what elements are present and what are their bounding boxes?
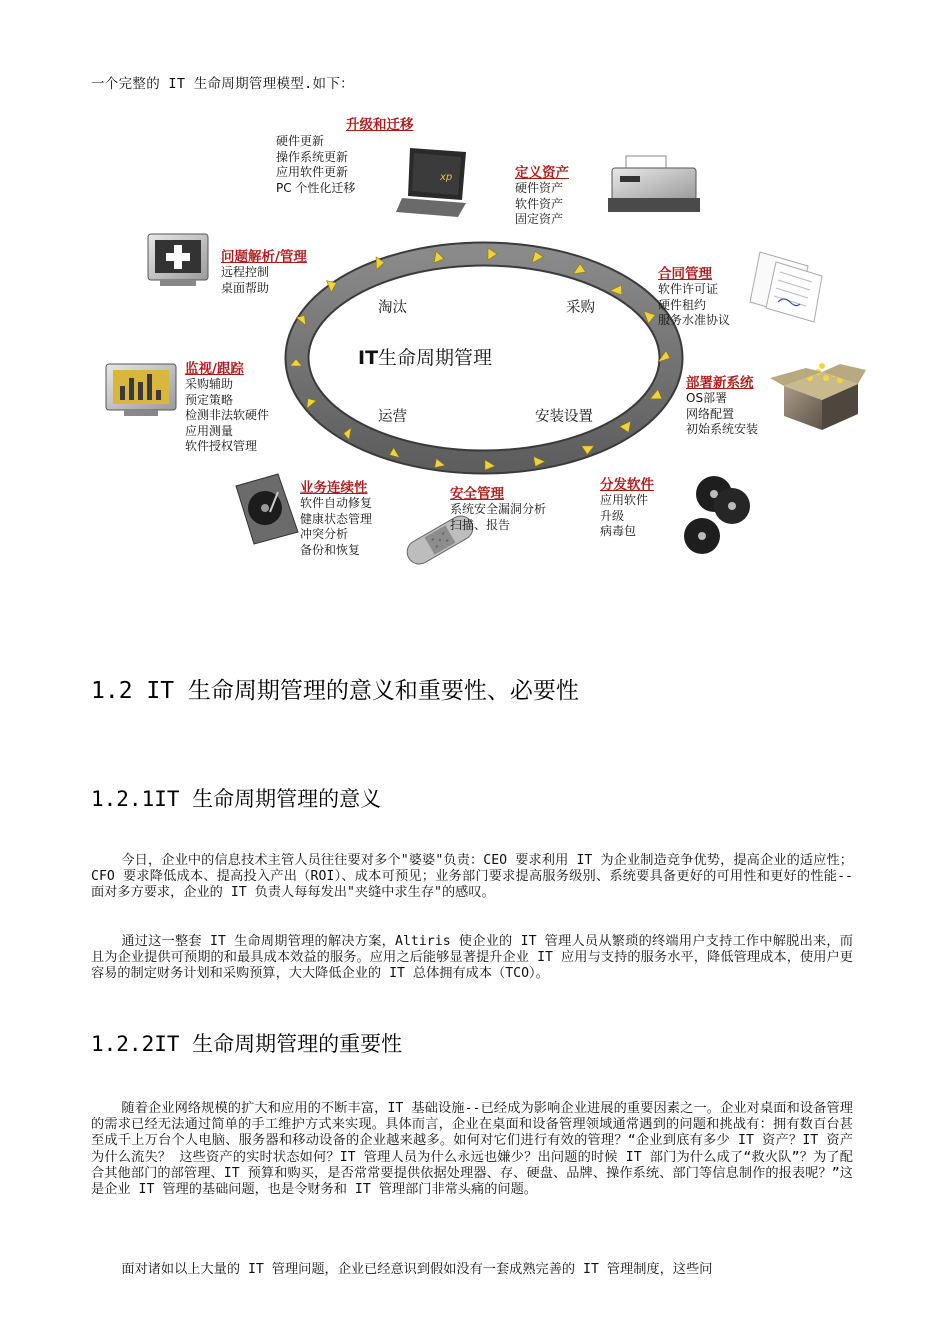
group-upgrade <box>346 117 414 133</box>
group-continuity <box>300 480 372 558</box>
group-title: 升级和迁移 <box>346 117 414 133</box>
intro-text: 一个完整的 IT 生命周期管理模型.如下： <box>91 76 354 92</box>
group-item: 硬件资产 <box>515 181 564 195</box>
center-title-prefix: IT <box>358 347 379 369</box>
group-item: 软件授权管理 <box>185 439 258 453</box>
group-item: 固定资产 <box>515 212 564 226</box>
group-item: 升级 <box>600 508 625 523</box>
group-item: 软件资产 <box>515 196 564 211</box>
paragraph-3: 随着企业网络规模的扩大和应用的不断丰富，IT 基础设施--已经成为影响企业进展的重要因素之一。企业对桌面和设备管理的需求已经无法通过简单的手工维护方式来实现。具体而言，企业在桌面和设备管理领域通常遇到的问题和挑战有：拥有数百台甚至成千上万台个人电脑、服务器和移动设备的企业越来越多。如何对它们进行有效的管理？“企业到底有多少 IT 资产？IT 资产为什么流失？ 这些资产的实时状态如何？IT 管理人员为什么永远也嫌少？出问题的时候 IT 部门为什么成了“救火队”？为了配合其他部门的部管理、IT 预算和购买，是否常常要提供依据处理器、存、硬盘、品牌、操作系统、部门等信息制作的报表呢？”这是企业 IT 管理的基础问题，也是令财务和 IT 管理部门非常头痛的问题。 <box>91 1101 853 1198</box>
monitor-help-icon <box>148 234 208 286</box>
group-item: 远程控制 <box>221 265 270 279</box>
group-item: 硬件租约 <box>658 297 707 312</box>
deploy-box-icon <box>770 363 866 430</box>
group-title: 定义资产 <box>515 165 569 181</box>
monitor-chart-icon <box>106 364 176 416</box>
group-item: 备份和恢复 <box>300 542 361 557</box>
group-item: 网络配置 <box>686 406 735 421</box>
group-item: 初始系统安装 <box>686 422 759 436</box>
group-item: 病毒包 <box>600 524 637 538</box>
group-title: 问题解析/管理 <box>221 249 307 265</box>
group-item: 扫描、报告 <box>450 517 511 532</box>
ring-label-operate: 运营 <box>378 409 407 425</box>
paragraph-1: 今日，企业中的信息技术主管人员往往要对多个"婆婆"负责：CEO 要求利用 IT 为企业制造竞争优势，提高企业的适应性；CFO 要求降低成本、提高投入产出（ROI）、成本可预见；业务部门要求提高服务级别、系统要具备更好的可用性和更好的性能--面对多方要求，企业的 IT 负责人每每发出"夹缝中求生存"的感叹。 <box>91 853 853 901</box>
diagram-graphics <box>0 0 950 640</box>
it-lifecycle-diagram <box>0 0 950 640</box>
hard-drive-icon <box>236 474 298 544</box>
group-define <box>515 165 569 228</box>
group-item: 健康状态管理 <box>300 511 373 526</box>
group-item: 软件自动修复 <box>300 496 373 510</box>
group-title: 部署新系统 <box>686 375 754 391</box>
group-item: 硬件更新 <box>276 134 325 148</box>
heading-1-2-2: 1.2.2IT 生命周期管理的重要性 <box>91 1032 403 1056</box>
ring-label-procure: 采购 <box>566 300 595 316</box>
group-deploy <box>686 375 758 438</box>
printer-icon <box>608 156 700 212</box>
group-item: 检测非法软硬件 <box>185 408 270 422</box>
ring-label-install: 安装设置 <box>535 409 593 425</box>
group-distribute <box>600 477 654 540</box>
group-item: 操作系统更新 <box>276 149 349 164</box>
group-item: 应用软件更新 <box>276 165 349 179</box>
contract-documents-icon <box>750 252 822 322</box>
heading-1-2: 1.2 IT 生命周期管理的意义和重要性、必要性 <box>91 678 579 704</box>
group-title: 安全管理 <box>450 486 504 502</box>
diagram-center-title <box>358 343 492 370</box>
group-item: 预定策略 <box>185 392 234 407</box>
group-item: 冲突分析 <box>300 527 349 541</box>
laptop-badge: xp <box>440 172 453 183</box>
group-item: 桌面帮助 <box>221 280 270 295</box>
group-title: 合同管理 <box>658 266 712 282</box>
group-upgrade-items <box>276 134 355 196</box>
group-security <box>450 486 546 533</box>
paragraph-2: 通过这一整套 IT 生命周期管理的解决方案，Altiris 使企业的 IT 管理人员从繁琐的终端用户支持工作中解脱出来，而且为企业提供可预期的和最具成本效益的服务。应用之后能够显著提升企业 IT 应用与支持的服务水平，降低管理成本，使用户更容易的制定财务计划和采购预算，大大降低企业的 IT 总体拥有成本（TCO）。 <box>91 934 853 982</box>
group-item: 系统安全漏洞分析 <box>450 502 547 516</box>
group-item: PC 个性化迁移 <box>276 180 356 195</box>
group-item: 服务水准协议 <box>658 313 731 327</box>
group-item: OS部署 <box>686 391 728 405</box>
group-title: 监视/跟踪 <box>185 361 244 377</box>
center-title-rest: 生命周期管理 <box>378 347 493 369</box>
paragraph-4: 面对诸如以上大量的 IT 管理问题，企业已经意识到假如没有一套成熟完善的 IT 管理制度，这些问 <box>121 1262 713 1277</box>
group-title: 分发软件 <box>600 477 654 493</box>
group-item: 应用软件 <box>600 493 649 507</box>
group-contract <box>658 266 730 329</box>
software-discs-icon <box>684 476 750 554</box>
laptop-icon <box>396 148 466 217</box>
heading-1-2-1: 1.2.1IT 生命周期管理的意义 <box>91 787 382 811</box>
ring-label-retire: 淘汰 <box>378 300 407 316</box>
group-monitor <box>185 361 269 455</box>
group-item: 应用测量 <box>185 423 234 438</box>
group-item: 采购辅助 <box>185 377 234 391</box>
group-problem <box>221 249 307 296</box>
group-item: 软件许可证 <box>658 282 719 296</box>
group-title: 业务连续性 <box>300 480 368 496</box>
